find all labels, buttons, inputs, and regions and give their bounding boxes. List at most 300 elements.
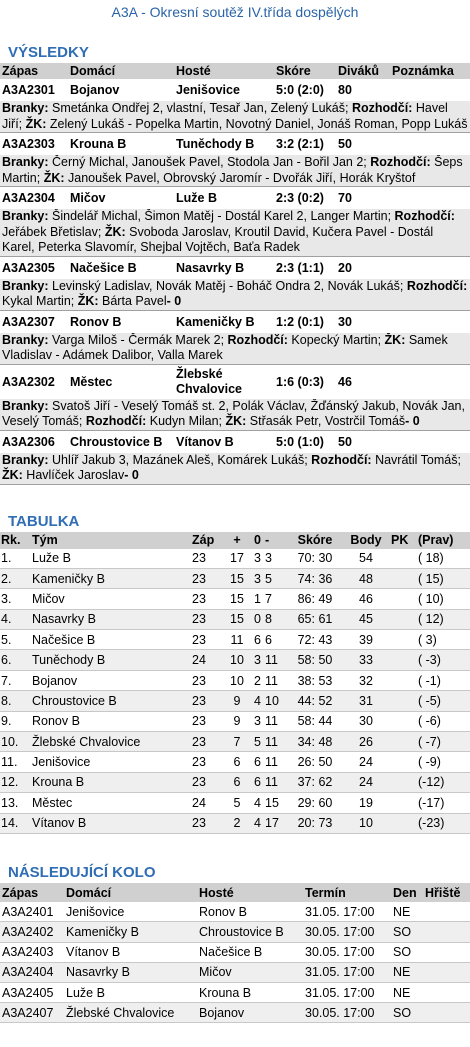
results-header xyxy=(0,63,470,79)
cell-draws: 5 xyxy=(248,732,261,752)
cell-team: Bojanov xyxy=(32,670,192,690)
col-tym: Tým xyxy=(32,532,192,549)
cell-wins: 10 xyxy=(226,650,248,670)
cell-team: Tuněchody B xyxy=(32,650,192,670)
next-row xyxy=(0,922,470,942)
match-id: A3A2305 xyxy=(2,260,55,275)
detail-text: Samek Vladislav - Adámek Dalibor, Valla Marek xyxy=(2,332,448,362)
cell-team: Městec xyxy=(32,793,192,813)
cell-points: 45 xyxy=(341,609,391,629)
cell-draws: 4 xyxy=(248,691,261,711)
cell-losses: 11 xyxy=(261,732,289,752)
cell-points: 24 xyxy=(341,752,391,772)
cell-score: 20: 73 xyxy=(289,813,341,833)
col-hoste: Hosté xyxy=(176,64,211,78)
cell-score: 65: 61 xyxy=(289,609,341,629)
match-home: Městec xyxy=(70,374,113,389)
standings-row xyxy=(0,813,470,833)
match-row xyxy=(0,187,470,209)
detail-text: Varga Miloš - Čermák Marek 2; xyxy=(48,332,228,347)
match-detail xyxy=(0,333,470,364)
cell-wins: 5 xyxy=(226,793,248,813)
detail-label: Branky: xyxy=(2,155,49,169)
cell-prav: (-12) xyxy=(418,772,470,792)
cell-pk xyxy=(391,711,418,731)
match-id: A3A2303 xyxy=(2,137,55,151)
cell-points: 32 xyxy=(341,670,391,690)
cell-wins: 9 xyxy=(226,711,248,731)
cell-team: Mičov xyxy=(32,589,192,609)
next-row xyxy=(0,1003,470,1023)
cell-score: 74: 36 xyxy=(289,568,341,588)
match-spectators: 50 xyxy=(338,137,352,151)
detail-text: Smetánka Ondřej 2, vlastní, Tesař Jan, Zelený Lukáš; xyxy=(48,101,352,115)
detail-text: Levinský Ladislav, Novák Matěj - Boháč Ondra 2, Novák Lukáš; xyxy=(48,278,407,293)
match-spectators: 46 xyxy=(338,374,352,389)
col-hriste: Hřiště xyxy=(425,883,470,902)
match-id: A3A2304 xyxy=(2,191,55,205)
cell-rank: 3. xyxy=(0,589,32,609)
detail-label: ŽK: xyxy=(43,170,65,185)
cell-prav: ( 15) xyxy=(418,568,470,588)
detail-label: ŽK: xyxy=(104,224,126,239)
cell-losses: 11 xyxy=(261,772,289,792)
detail-text: Černý Michal, Janoušek Pavel, Stodola Jan - Bořil Jan 2; xyxy=(48,155,371,169)
cell-pk xyxy=(391,793,418,813)
match-item xyxy=(0,133,470,187)
col-divaku: Diváků xyxy=(338,64,379,78)
cell-losses: 3 xyxy=(261,549,289,569)
cell-date: 31.05. 17:00 xyxy=(305,982,393,1002)
match-row xyxy=(0,79,470,101)
cell-draws: 4 xyxy=(248,813,261,833)
cell-wins: 15 xyxy=(226,568,248,588)
cell-prav: ( -9) xyxy=(418,752,470,772)
results-heading: VÝSLEDKY xyxy=(8,44,89,61)
match-score: 1:2 (0:1) xyxy=(276,314,324,329)
col-skore: Skóre xyxy=(276,64,311,78)
detail-text: Navrátil Tomáš; xyxy=(371,452,461,467)
cell-pk xyxy=(391,630,418,650)
cell-losses: 11 xyxy=(261,650,289,670)
standings-row xyxy=(0,568,470,588)
cell-score: 86: 49 xyxy=(289,589,341,609)
cell-away: Chroustovice B xyxy=(199,922,305,942)
cell-losses: 10 xyxy=(261,691,289,711)
cell-score: 34: 48 xyxy=(289,732,341,752)
match-item xyxy=(0,311,470,365)
detail-label: ŽK: xyxy=(384,332,406,347)
table-heading: TABULKA xyxy=(8,512,80,530)
detail-label: ŽK: xyxy=(77,294,99,308)
match-spectators: 20 xyxy=(338,260,352,275)
cell-played: 23 xyxy=(192,691,226,711)
cell-home: Vítanov B xyxy=(66,942,199,962)
cell-prav: (-23) xyxy=(418,813,470,833)
cell-pk xyxy=(391,772,418,792)
cell-points: 19 xyxy=(341,793,391,813)
detail-label: Rozhodčí: xyxy=(370,155,431,169)
cell-score: 70: 30 xyxy=(289,549,341,569)
detail-text: Havel Jiří; xyxy=(2,101,448,131)
match-score: 2:3 (0:2) xyxy=(276,191,324,205)
match-score: 3:2 (2:1) xyxy=(276,137,324,151)
cell-team: Žlebské Chvalovice xyxy=(32,732,192,752)
detail-text: Zelený Lukáš - Popelka Martin, Novotný Daniel, Jonáš Roman, Popp Lukáš xyxy=(46,116,468,131)
cell-day: NE xyxy=(393,902,425,922)
cell-draws: 6 xyxy=(248,630,261,650)
cell-wins: 6 xyxy=(226,752,248,772)
cell-pk xyxy=(391,568,418,588)
detail-text: Jeřábek Břetislav; xyxy=(2,224,105,239)
cell-rank: 9. xyxy=(0,711,32,731)
cell-team: Chroustovice B xyxy=(32,691,192,711)
detail-text: Šindelář Michal, Šimon Matěj - Dostál Karel 2, Langer Martin; xyxy=(48,209,395,223)
cell-day: SO xyxy=(393,942,425,962)
match-home: Mičov xyxy=(70,191,106,205)
cell-losses: 11 xyxy=(261,670,289,690)
detail-label: ŽK: xyxy=(225,414,247,428)
cell-away: Ronov B xyxy=(199,902,305,922)
cell-played: 24 xyxy=(192,650,226,670)
detail-label: Rozhodčí: xyxy=(394,209,455,223)
cell-prav: ( 10) xyxy=(418,589,470,609)
col-zap: Záp xyxy=(192,532,226,549)
cell-day: NE xyxy=(393,962,425,982)
cell-day: NE xyxy=(393,982,425,1002)
cell-home: Luže B xyxy=(66,982,199,1002)
standings-table xyxy=(0,532,470,834)
cell-pk xyxy=(391,589,418,609)
cell-pk xyxy=(391,752,418,772)
match-list xyxy=(0,79,470,485)
cell-match-id: A3A2402 xyxy=(0,922,66,942)
match-item xyxy=(0,431,470,485)
detail-text: Kopecký Martin; xyxy=(287,332,385,347)
cell-played: 23 xyxy=(192,568,226,588)
cell-wins: 2 xyxy=(226,813,248,833)
cell-rank: 4. xyxy=(0,609,32,629)
cell-away: Krouna B xyxy=(199,982,305,1002)
cell-pk xyxy=(391,609,418,629)
standings-row xyxy=(0,589,470,609)
match-score: 5:0 (2:0) xyxy=(276,83,324,97)
cell-rank: 10. xyxy=(0,732,32,752)
detail-label: Rozhodčí: xyxy=(351,101,413,115)
standings-header xyxy=(0,532,470,549)
cell-prav: ( -1) xyxy=(418,670,470,690)
cell-field xyxy=(425,942,470,962)
cell-played: 23 xyxy=(192,752,226,772)
match-away: Žlebské Chvalovice xyxy=(176,366,243,396)
detail-text: Bárta Pavel xyxy=(98,294,167,308)
next-row xyxy=(0,902,470,922)
match-away: Kameničky B xyxy=(176,314,255,329)
cell-prav: ( 12) xyxy=(418,609,470,629)
cell-wins: 9 xyxy=(226,691,248,711)
cell-date: 31.05. 17:00 xyxy=(305,962,393,982)
col-pk: PK xyxy=(391,532,418,549)
cell-points: 39 xyxy=(341,630,391,650)
detail-text: Havlíček Jaroslav xyxy=(22,468,125,482)
col-body: Body xyxy=(341,532,391,549)
col-den: Den xyxy=(393,883,425,902)
col-rk: Rk. xyxy=(0,532,32,549)
match-row xyxy=(0,431,470,453)
cell-wins: 15 xyxy=(226,609,248,629)
detail-text: Kykal Martin; xyxy=(2,294,78,308)
cell-points: 26 xyxy=(341,732,391,752)
cell-points: 48 xyxy=(341,568,391,588)
cell-losses: 5 xyxy=(261,568,289,588)
cell-field xyxy=(425,922,470,942)
standings-row xyxy=(0,732,470,752)
cell-played: 23 xyxy=(192,589,226,609)
cell-date: 30.05. 17:00 xyxy=(305,922,393,942)
cell-away: Bojanov xyxy=(199,1003,305,1023)
standings-row xyxy=(0,772,470,792)
cell-home: Kameničky B xyxy=(66,922,199,942)
cell-draws: 3 xyxy=(248,650,261,670)
next-row xyxy=(0,942,470,962)
cell-pk xyxy=(391,670,418,690)
cell-date: 30.05. 17:00 xyxy=(305,1003,393,1023)
match-home: Načešice B xyxy=(70,260,137,275)
cell-wins: 17 xyxy=(226,549,248,569)
cell-score: 38: 53 xyxy=(289,670,341,690)
cell-score: 26: 50 xyxy=(289,752,341,772)
col-domaci: Domácí xyxy=(66,883,199,902)
cell-points: 10 xyxy=(341,813,391,833)
cell-draws: 3 xyxy=(248,549,261,569)
cell-home: Žlebské Chvalovice xyxy=(66,1003,199,1023)
match-spectators: 30 xyxy=(338,314,352,329)
detail-text: Svoboda Jaroslav, Kroutil David, Kučera Pavel - Dostál Karel, Peterka Slavomír, Shejbal Vojtěch, Baťa Radek xyxy=(2,224,434,254)
match-home: Bojanov xyxy=(70,83,120,97)
cell-draws: 6 xyxy=(248,772,261,792)
match-id: A3A2302 xyxy=(2,374,55,389)
cell-rank: 5. xyxy=(0,630,32,650)
cell-played: 23 xyxy=(192,609,226,629)
match-score: 1:6 (0:3) xyxy=(276,374,324,389)
match-home: Chroustovice B xyxy=(70,434,163,449)
cell-losses: 17 xyxy=(261,813,289,833)
match-spectators: 80 xyxy=(338,83,352,97)
match-id: A3A2307 xyxy=(2,314,55,329)
cell-wins: 15 xyxy=(226,589,248,609)
cell-match-id: A3A2403 xyxy=(0,942,66,962)
col-zero: 0 xyxy=(248,532,261,549)
cell-match-id: A3A2405 xyxy=(0,982,66,1002)
cell-pk xyxy=(391,732,418,752)
cell-points: 30 xyxy=(341,711,391,731)
next-header xyxy=(0,883,470,902)
cell-played: 23 xyxy=(192,630,226,650)
detail-label: - 0 xyxy=(124,468,139,482)
cell-match-id: A3A2407 xyxy=(0,1003,66,1023)
cell-team: Jenišovice xyxy=(32,752,192,772)
detail-label: Branky: xyxy=(2,398,49,413)
standings-row xyxy=(0,670,470,690)
cell-score: 72: 43 xyxy=(289,630,341,650)
cell-points: 31 xyxy=(341,691,391,711)
cell-team: Luže B xyxy=(32,549,192,569)
col-minus: - xyxy=(261,532,289,549)
standings-row xyxy=(0,691,470,711)
match-row xyxy=(0,257,470,279)
cell-rank: 11. xyxy=(0,752,32,772)
detail-label: - 0 xyxy=(405,414,420,428)
cell-draws: 2 xyxy=(248,670,261,690)
match-item xyxy=(0,187,470,257)
cell-points: 54 xyxy=(341,549,391,569)
col-poznamka: Poznámka xyxy=(392,64,454,78)
match-row xyxy=(0,133,470,155)
cell-played: 23 xyxy=(192,732,226,752)
match-spectators: 70 xyxy=(338,191,352,205)
match-item xyxy=(0,79,470,133)
cell-score: 29: 60 xyxy=(289,793,341,813)
cell-team: Kameničky B xyxy=(32,568,192,588)
cell-played: 23 xyxy=(192,549,226,569)
cell-prav: ( 18) xyxy=(418,549,470,569)
cell-day: SO xyxy=(393,1003,425,1023)
match-id: A3A2306 xyxy=(2,434,55,449)
cell-played: 24 xyxy=(192,793,226,813)
cell-played: 23 xyxy=(192,813,226,833)
cell-match-id: A3A2401 xyxy=(0,902,66,922)
match-item xyxy=(0,257,470,311)
cell-rank: 12. xyxy=(0,772,32,792)
match-away: Nasavrky B xyxy=(176,260,245,275)
match-away: Jenišovice xyxy=(176,83,240,97)
cell-draws: 1 xyxy=(248,589,261,609)
cell-draws: 3 xyxy=(248,711,261,731)
match-score: 5:0 (1:0) xyxy=(276,434,324,449)
cell-date: 30.05. 17:00 xyxy=(305,942,393,962)
cell-rank: 7. xyxy=(0,670,32,690)
cell-losses: 15 xyxy=(261,793,289,813)
col-skore: Skóre xyxy=(289,532,341,549)
detail-label: Branky: xyxy=(2,101,49,115)
detail-text: Střasák Petr, Vostrčil Tomáš xyxy=(246,414,406,428)
cell-played: 23 xyxy=(192,711,226,731)
cell-points: 33 xyxy=(341,650,391,670)
next-round-table xyxy=(0,883,470,1023)
cell-rank: 2. xyxy=(0,568,32,588)
detail-label: Branky: xyxy=(2,452,49,467)
cell-played: 23 xyxy=(192,670,226,690)
match-away: Vítanov B xyxy=(176,434,234,449)
match-away: Tuněchody B xyxy=(176,137,255,151)
cell-prav: (-17) xyxy=(418,793,470,813)
cell-home: Jenišovice xyxy=(66,902,199,922)
detail-label: Branky: xyxy=(2,209,49,223)
match-score: 2:3 (1:1) xyxy=(276,260,324,275)
standings-row xyxy=(0,630,470,650)
detail-text: Uhlíř Jakub 3, Mazánek Aleš, Komárek Lukáš; xyxy=(48,452,312,467)
standings-row xyxy=(0,549,470,569)
cell-pk xyxy=(391,691,418,711)
detail-text: Šeps Martin; xyxy=(2,155,463,185)
cell-team: Nasavrky B xyxy=(32,609,192,629)
cell-prav: ( -5) xyxy=(418,691,470,711)
cell-wins: 6 xyxy=(226,772,248,792)
col-hoste: Hosté xyxy=(199,883,305,902)
match-home: Krouna B xyxy=(70,137,127,151)
detail-label: Rozhodčí: xyxy=(311,452,372,467)
col-plus: + xyxy=(226,532,248,549)
col-zapas: Zápas xyxy=(0,883,66,902)
cell-pk xyxy=(391,650,418,670)
cell-day: SO xyxy=(393,922,425,942)
cell-score: 37: 62 xyxy=(289,772,341,792)
cell-points: 46 xyxy=(341,589,391,609)
cell-losses: 11 xyxy=(261,752,289,772)
col-zapas: Zápas xyxy=(2,64,39,78)
cell-points: 24 xyxy=(341,772,391,792)
cell-score: 58: 50 xyxy=(289,650,341,670)
cell-draws: 3 xyxy=(248,568,261,588)
detail-label: - 0 xyxy=(166,294,182,308)
standings-row xyxy=(0,793,470,813)
cell-field xyxy=(425,962,470,982)
cell-prav: ( -3) xyxy=(418,650,470,670)
cell-losses: 6 xyxy=(261,630,289,650)
results-block xyxy=(0,63,470,485)
cell-home: Nasavrky B xyxy=(66,962,199,982)
detail-text: Kudyn Milan; xyxy=(146,414,226,428)
cell-rank: 13. xyxy=(0,793,32,813)
cell-pk xyxy=(391,813,418,833)
match-detail xyxy=(0,155,470,186)
cell-team: Krouna B xyxy=(32,772,192,792)
cell-prav: ( 3) xyxy=(418,630,470,650)
col-prav: (Prav) xyxy=(418,532,470,549)
detail-label: Rozhodčí: xyxy=(406,278,468,293)
cell-wins: 7 xyxy=(226,732,248,752)
detail-label: ŽK: xyxy=(2,468,23,482)
cell-pk xyxy=(391,549,418,569)
cell-team: Načešice B xyxy=(32,630,192,650)
detail-label: Branky: xyxy=(2,278,49,293)
cell-prav: ( -7) xyxy=(418,732,470,752)
cell-losses: 11 xyxy=(261,711,289,731)
cell-away: Mičov xyxy=(199,962,305,982)
cell-score: 58: 44 xyxy=(289,711,341,731)
detail-label: Rozhodčí: xyxy=(85,414,147,428)
detail-label: Branky: xyxy=(2,332,49,347)
match-detail xyxy=(0,279,470,310)
standings-row xyxy=(0,650,470,670)
cell-field xyxy=(425,982,470,1002)
cell-team: Vítanov B xyxy=(32,813,192,833)
col-domaci: Domácí xyxy=(70,64,116,78)
cell-score: 44: 52 xyxy=(289,691,341,711)
detail-text: Svatoš Jiří - Veselý Tomáš st. 2, Polák Václav, Žďánský Jakub, Novák Jan, Veselý Tomáš; xyxy=(2,398,465,428)
cell-rank: 8. xyxy=(0,691,32,711)
match-detail xyxy=(0,399,470,430)
match-detail xyxy=(0,453,470,484)
cell-losses: 8 xyxy=(261,609,289,629)
cell-losses: 7 xyxy=(261,589,289,609)
cell-draws: 4 xyxy=(248,793,261,813)
match-id: A3A2301 xyxy=(2,83,55,97)
cell-match-id: A3A2404 xyxy=(0,962,66,982)
cell-wins: 11 xyxy=(226,630,248,650)
match-detail xyxy=(0,101,470,132)
match-detail xyxy=(0,209,470,256)
